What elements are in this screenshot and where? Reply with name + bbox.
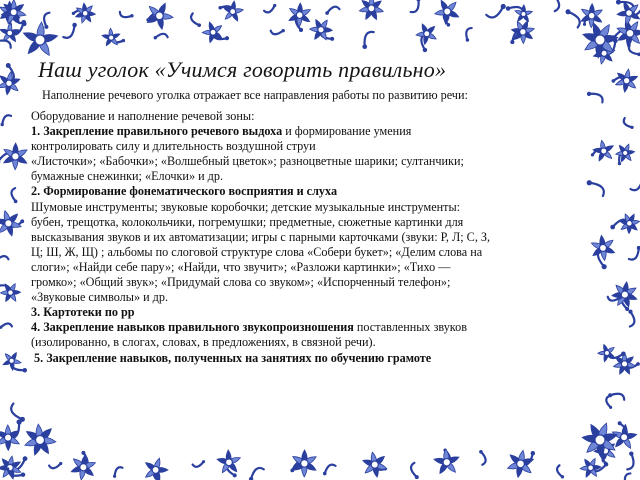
ornament-dot <box>566 9 571 14</box>
ornament-dot <box>72 23 77 28</box>
ornament-swirl <box>624 118 632 127</box>
ornament-dot <box>16 419 21 424</box>
ornament-dot <box>281 29 284 32</box>
ornament-flower-center <box>210 29 216 35</box>
ornament-swirl <box>629 248 639 260</box>
slide-title: Наш уголок «Учимся говорить правильно» <box>38 57 447 82</box>
ornament-swirl <box>115 467 123 476</box>
section-5-heading-line <box>31 351 586 366</box>
section-4-text: поставленных звуков <box>353 320 467 335</box>
ornament-flower-center <box>626 29 634 37</box>
ornament-swirl <box>411 463 417 477</box>
ornament-flower-center <box>623 150 628 155</box>
ornament-flower-center <box>152 466 159 473</box>
slide-body <box>31 109 586 366</box>
ornament-flower-center <box>12 153 19 160</box>
ornament-dot <box>636 362 640 366</box>
ornament-flower-center <box>520 29 527 36</box>
section-2-line-2: бубен, трещотка, колокольчики, погремушки; предметные, сюжетные картинки для <box>31 214 464 229</box>
ornament-dot <box>22 22 26 26</box>
ornament-dot <box>59 462 62 465</box>
ornament-dot <box>531 451 535 455</box>
ornament-swirl <box>365 32 374 47</box>
ornament-flower-center <box>601 148 607 154</box>
ornament-swirl <box>568 12 580 28</box>
ornament-swirl <box>325 465 336 474</box>
ornament-flower-center <box>10 9 17 16</box>
ornament-flower-center <box>7 30 13 36</box>
ornament-dot <box>21 472 25 476</box>
ornament-dot <box>630 126 633 129</box>
ornament-flower-center <box>36 436 45 445</box>
section-1-text: и формирование умения <box>282 124 412 139</box>
ornament-dot <box>23 456 28 461</box>
ornament-flower-center <box>296 12 303 19</box>
section-1-line-1 <box>31 124 586 139</box>
ornament-dot <box>612 79 616 83</box>
ornament-flower-center <box>9 358 14 363</box>
ornament-flower-center <box>5 220 12 227</box>
ornament-dot <box>616 0 621 5</box>
ornament-dot <box>587 180 592 185</box>
ornament-dot <box>20 219 24 223</box>
ornament-swirl <box>553 0 559 11</box>
section-4-line-2: (изолированно, в слогах, словах, в предложениях, в связной речи). <box>31 335 376 350</box>
ornament-dot <box>323 472 327 476</box>
ornament-swirl <box>411 0 419 12</box>
ornament-swirl <box>44 13 49 27</box>
ornament-dot <box>625 307 629 311</box>
ornament-dot <box>14 200 18 204</box>
ornament-flower-center <box>82 10 88 16</box>
ornament-dot <box>618 296 621 299</box>
ornament-swirl <box>0 40 11 47</box>
ornament-dot <box>621 351 626 356</box>
ornament-swirl <box>557 465 562 477</box>
ornament-dot <box>561 475 564 478</box>
section-2-line-6: громко»; «Общий звук»; «Придумай слова со звуком»; «Испорченный телефон»; <box>31 275 451 290</box>
ornament-swirl <box>264 6 275 13</box>
ornament-dot <box>273 4 276 7</box>
ornament-dot <box>618 162 621 165</box>
ornament-flower-center <box>6 80 13 87</box>
ornament-swirl <box>120 12 132 17</box>
ornament-dot <box>6 63 11 68</box>
ornament-flower-center <box>599 244 606 251</box>
ornament-flower-center <box>627 220 633 226</box>
ornament-dot <box>202 460 205 463</box>
ornament-swirl <box>466 28 471 40</box>
ornament-swirl <box>589 183 604 196</box>
ornament-dot <box>225 36 229 40</box>
ornament-swirl <box>481 452 486 465</box>
ornament-flower-center <box>621 361 627 367</box>
ornament-dot <box>423 48 427 52</box>
ornament-dot <box>416 0 420 1</box>
section-3-heading-line <box>31 305 586 320</box>
ornament-dot <box>591 153 594 156</box>
section-2-line-7: «Звуковые символы» и др. <box>31 290 168 305</box>
ornament-flower-center <box>517 460 525 468</box>
ornament-swirl <box>629 45 639 54</box>
ornament-swirl <box>610 394 624 400</box>
ornament-dot <box>466 38 469 41</box>
section-4-line-1 <box>31 320 586 335</box>
ornament-flower-center <box>621 434 628 441</box>
ornament-flower-center <box>156 12 164 20</box>
ornament-flower-center <box>444 8 451 15</box>
ornament-dot <box>501 4 506 9</box>
ornament-flower-center <box>621 291 628 298</box>
ornament-flower-center <box>35 35 45 45</box>
ornament-swirl <box>625 473 630 480</box>
ornament-flower-center <box>80 464 87 471</box>
ornament-dot <box>610 225 615 230</box>
ornament-swirl <box>155 34 167 38</box>
section-2-heading: 2. Формирование фонематического восприятия и слуха <box>31 184 338 199</box>
ornament-swirl <box>486 6 503 17</box>
intro-line: Оборудование и наполнение речевой зоны: <box>31 109 255 123</box>
ornament-swirl <box>193 462 204 467</box>
ornament-flower-center <box>424 31 430 37</box>
ornament-dot <box>233 473 237 477</box>
section-1-line-3: «Листочки»; «Бабочки»; «Волшебный цветок»; разноцветные шарики; султанчики; <box>31 154 464 169</box>
ornament-flower-center <box>301 460 309 468</box>
ornament-swirl <box>2 115 11 124</box>
ornament-swirl <box>271 31 284 35</box>
ornament-dot <box>218 6 222 10</box>
ornament-flower-center <box>318 27 324 33</box>
ornament-dot <box>629 451 633 455</box>
ornament-dot <box>510 40 514 44</box>
ornament-dot <box>113 475 116 478</box>
ornament-dot <box>330 37 334 41</box>
ornament-dot <box>609 406 612 409</box>
ornament-flower-center <box>225 459 232 466</box>
ornament-dot <box>72 12 75 15</box>
ornament-flower-center <box>626 10 633 17</box>
section-1-line-4: бумажные снежинки; «Елочки» и др. <box>31 169 223 184</box>
ornament-flower-center <box>588 12 595 19</box>
ornament-flower-center <box>8 290 14 296</box>
section-2-heading-line <box>31 184 586 199</box>
ornament-swirl <box>1 323 12 327</box>
section-1-line-2: контролировать силу и длительность воздушной струи <box>31 139 316 154</box>
ornament-swirl <box>631 179 640 190</box>
ornament-dot <box>602 264 607 269</box>
ornament-dot <box>154 36 157 39</box>
ornament-swirl <box>0 256 8 260</box>
ornament-swirl <box>606 396 610 407</box>
ornament-dot <box>44 25 48 29</box>
ornament-dot <box>81 451 85 455</box>
section-1-heading: 1. Закрепление правильного речевого выдоха <box>31 124 283 139</box>
ornament-dot <box>628 310 632 314</box>
ornament-dot <box>1 123 4 126</box>
ornament-flower-center <box>368 5 375 12</box>
ornament-flower-center <box>595 35 605 45</box>
ornament-dot <box>415 475 419 479</box>
ornament-flower-center <box>371 461 378 468</box>
ornament-flower-center <box>604 350 609 355</box>
section-2-line-4: Ц; Ш, Ж, Щ) ; альбомы по слоговой структуре слова «Собери букет»; «Делим слова на <box>31 244 483 259</box>
ornament-dot <box>604 461 607 464</box>
ornament-swirl <box>191 13 199 25</box>
section-2-line-1: Шумовые инструменты; звуковые коробочки; детские музыкальные инструменты: <box>31 199 461 214</box>
section-5-heading: 5. Закрепление навыков, полученных на занятиях по обучению грамоте <box>34 350 432 365</box>
section-3-heading: 3. Картотеки по рр <box>31 305 135 320</box>
ornament-dot <box>479 450 483 454</box>
ornament-flower-center <box>623 77 630 84</box>
ornament-dot <box>299 28 303 32</box>
ornament-flower-center <box>109 35 114 40</box>
ornament-dot <box>23 368 27 372</box>
section-4-heading: 4. Закрепление навыков правильного звукопроизношения <box>31 320 354 335</box>
ornament-flower-center <box>4 434 11 441</box>
ornament-dot <box>618 421 622 425</box>
ornament-dot <box>197 23 201 27</box>
ornament-flower-center <box>230 9 236 15</box>
ornament-swirl <box>11 188 15 201</box>
ornament-swirl <box>630 312 635 327</box>
ornament-dot <box>362 44 367 49</box>
ornament-swirl <box>251 468 264 479</box>
ornament-swirl <box>327 7 339 13</box>
ornament-dot <box>325 11 329 15</box>
ornament-dot <box>583 23 586 26</box>
ornament-swirl <box>627 454 633 470</box>
ornament-flower-center <box>443 459 450 466</box>
slide-subtitle: Наполнение речевого уголка отражает все направления работы по развитию речи: <box>42 88 468 102</box>
ornament-flower-center <box>588 465 594 471</box>
ornament-dot <box>130 14 133 17</box>
ornament-flower-center <box>521 11 526 16</box>
ornament-swirl <box>49 464 61 469</box>
ornament-flower-center <box>595 435 605 445</box>
section-2-line-5: слоги»; «Найди себе пару»; «Найди, что звучит»; «Разложи картинки»; «Тихо — <box>31 259 451 274</box>
ornament-dot <box>506 6 510 10</box>
ornament-dot <box>447 23 451 27</box>
section-2-line-3: высказывания звуков и их автоматизации; игры с парными карточками (звуки: Р, Л; С, З, <box>31 229 491 244</box>
ornament-swirl <box>63 25 74 38</box>
ornament-swirl <box>11 404 22 420</box>
ornament-dot <box>122 39 125 42</box>
